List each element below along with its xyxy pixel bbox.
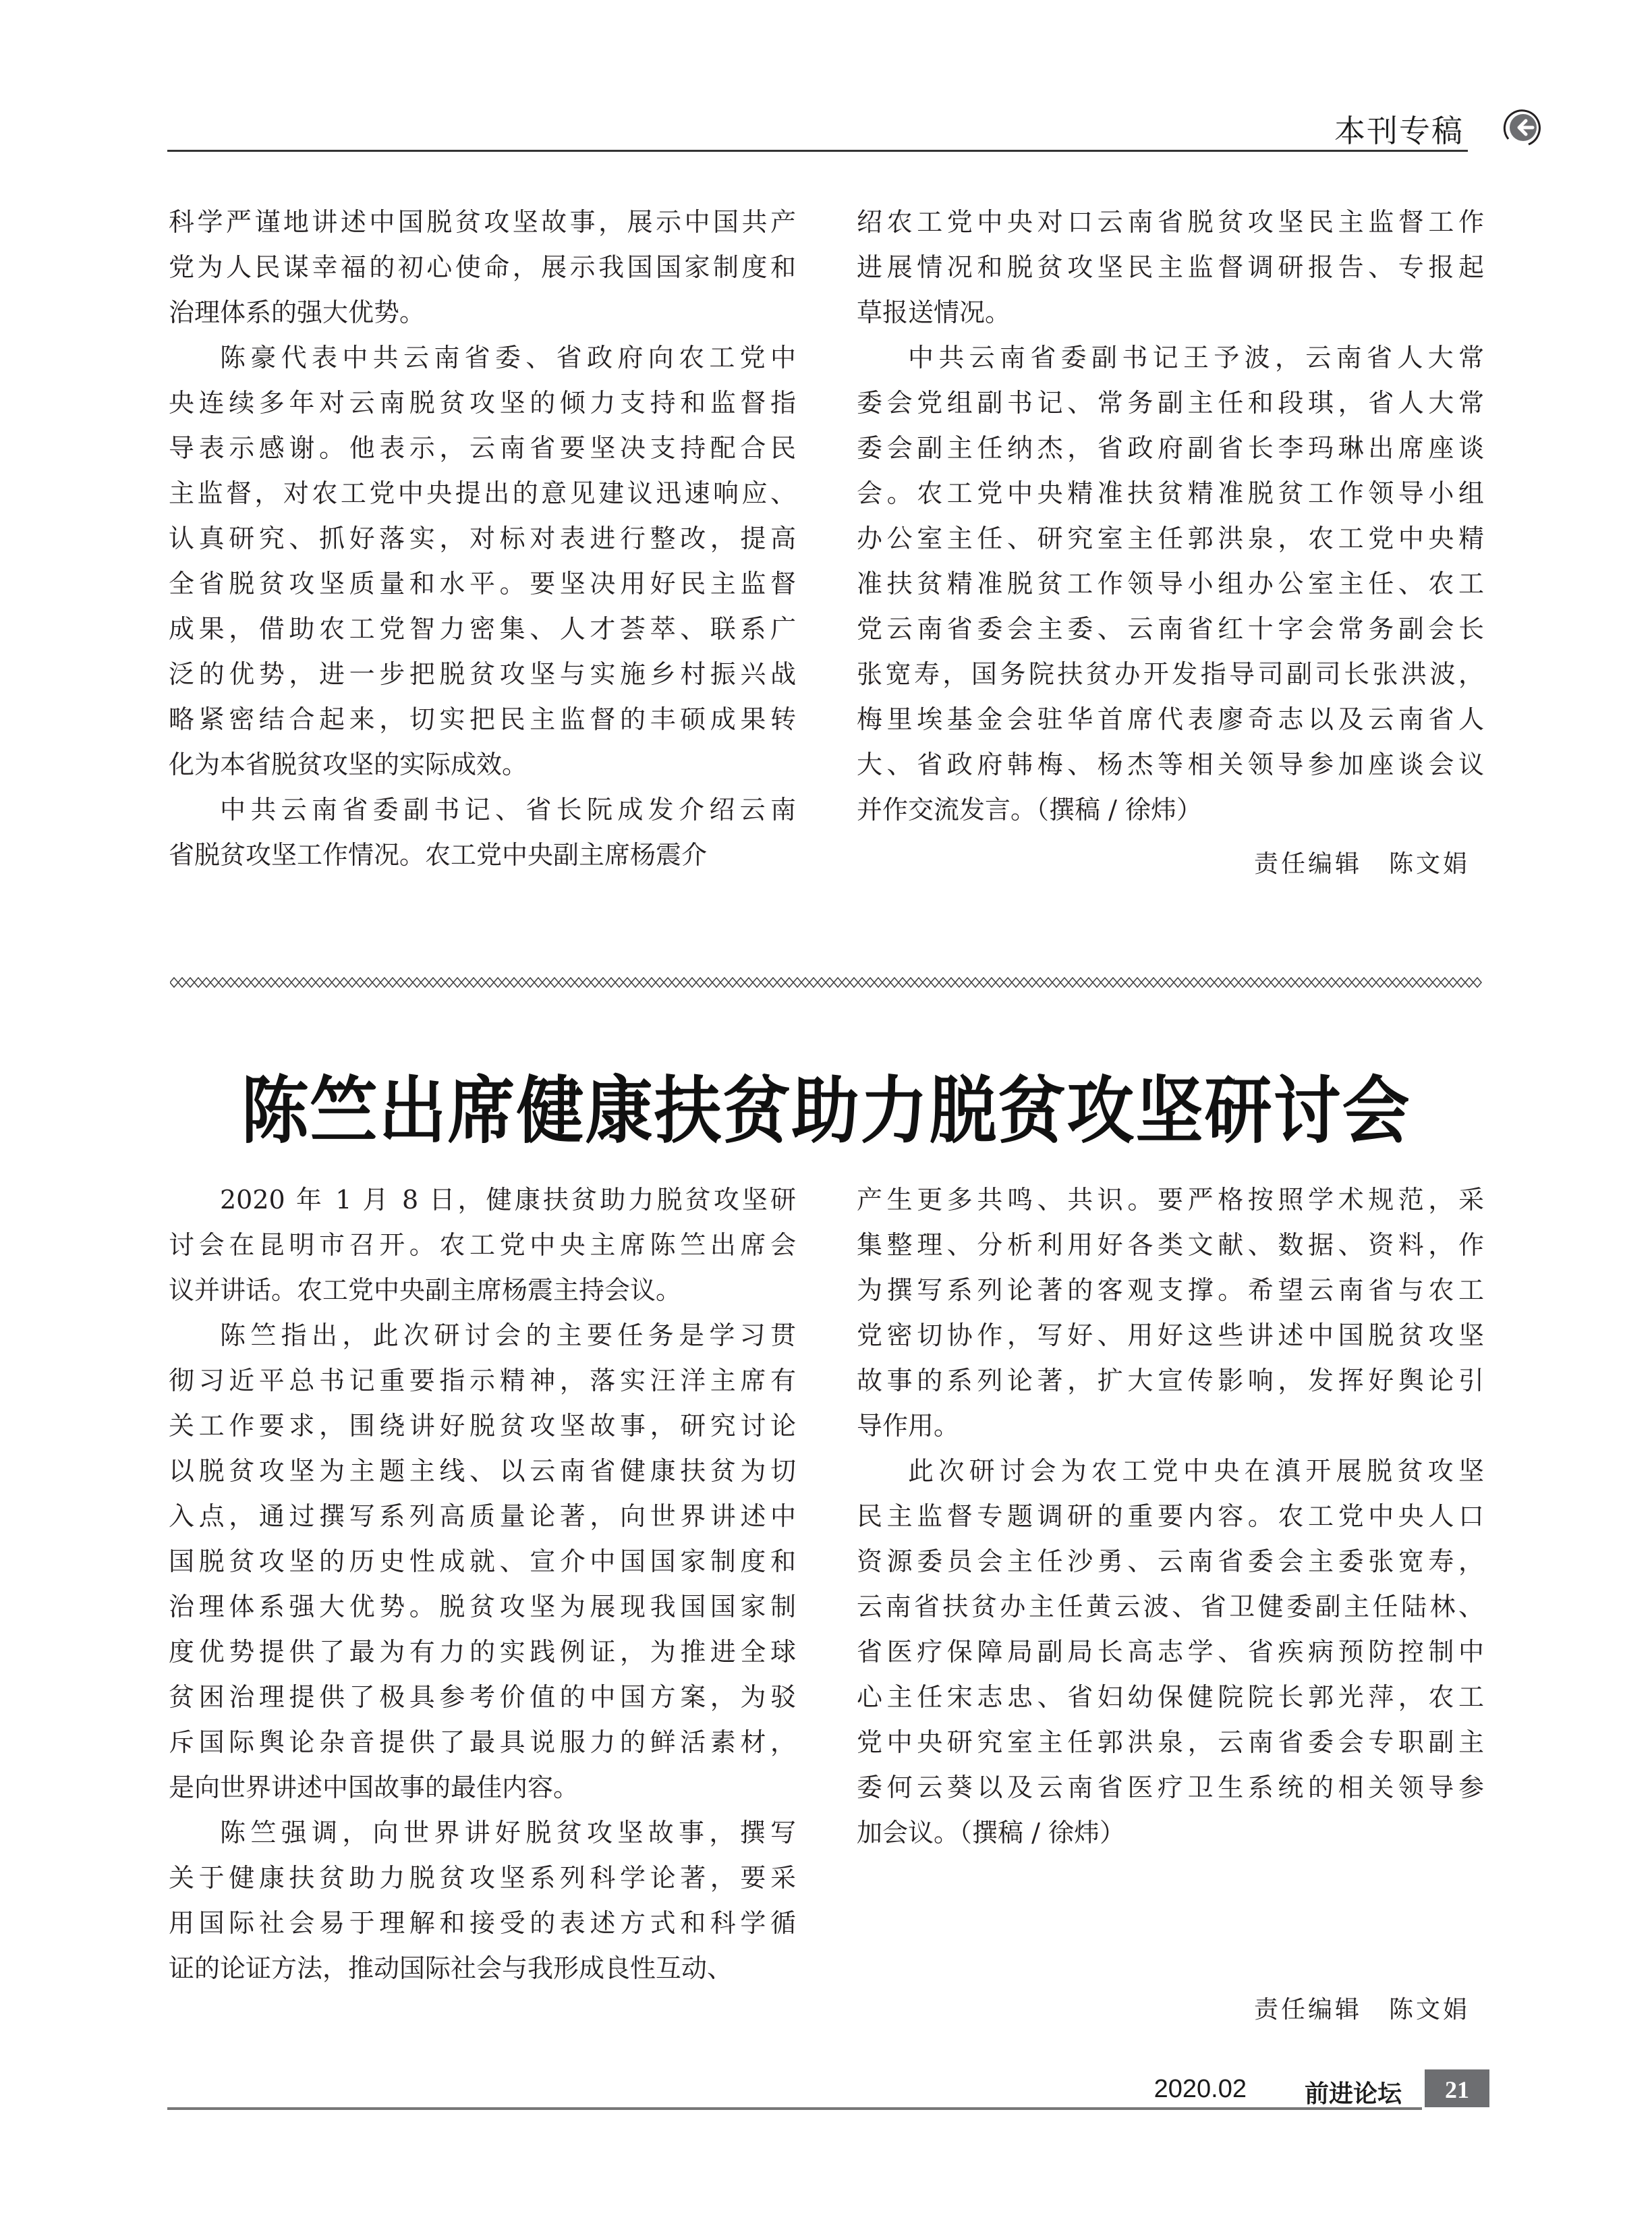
diamond-ornament (251, 978, 259, 987)
diamond-ornament (413, 978, 421, 987)
diamond-ornament (1473, 978, 1481, 987)
diamond-ornament (364, 978, 372, 987)
diamond-ornament (550, 978, 559, 987)
diamond-ornament (1384, 978, 1392, 987)
diamond-ornament (599, 978, 607, 987)
diamond-ornament (1408, 978, 1417, 987)
diamond-ornament (1028, 978, 1036, 987)
text-line: 委会副主任纳杰，省政府副省长李玛琳出席座谈 (857, 433, 1484, 463)
diamond-ornament (1101, 978, 1109, 987)
diamond-ornament (809, 978, 818, 987)
text-line: 资源委员会主任沙勇、云南省委会主委张宽寿， (857, 1547, 1484, 1576)
text-line: 省医疗保障局副局长高志学、省疾病预防控制中 (857, 1637, 1484, 1667)
diamond-ornament (753, 978, 761, 987)
article1-left-column (169, 200, 796, 878)
text-line: 关工作要求，围绕讲好脱贫攻坚故事，研究讨论 (169, 1411, 796, 1441)
paragraph (857, 200, 1484, 335)
text-line: 准扶贫精准脱贫工作领导小组办公室主任、农工 (857, 569, 1484, 599)
diamond-ornament (332, 978, 340, 987)
diamond-ornament (737, 978, 745, 987)
article1-right-column (857, 200, 1484, 833)
diamond-ornament (785, 978, 793, 987)
section-title: 本刊专稿 (1334, 113, 1464, 149)
diamond-ornament (283, 978, 291, 987)
diamond-ornament (340, 978, 348, 987)
text-line: 云南省扶贫办主任黄云波、省卫健委副主任陆林、 (857, 1592, 1484, 1621)
running-header (167, 101, 1543, 155)
diamond-ornament (988, 978, 996, 987)
diamond-ornament (1206, 978, 1214, 987)
diamond-ornament (1166, 978, 1174, 987)
diamond-ornament (672, 978, 680, 987)
paragraph (169, 1810, 796, 1991)
text-line: 全省脱贫攻坚质量和水平。要坚决用好民主监督 (169, 569, 796, 599)
diamond-ornament (931, 978, 939, 987)
diamond-ornament (1069, 978, 1077, 987)
paragraph (857, 335, 1484, 833)
diamond-ornament (194, 978, 202, 987)
diamond-ornament (291, 978, 300, 987)
text-line: 主监督，对农工党中央提出的意见建议迅速响应、 (169, 478, 796, 508)
diamond-ornament (389, 978, 397, 987)
paragraph (169, 335, 796, 787)
paragraph (857, 1449, 1484, 1856)
diamond-ornament (559, 978, 567, 987)
diamond-ornament (1392, 978, 1400, 987)
left-arrow-circle-icon (1503, 108, 1542, 147)
diamond-ornament (478, 978, 486, 987)
text-line: 认真研究、抓好落实，对标对表进行整改，提高 (169, 524, 796, 553)
diamond-ornament (1004, 978, 1012, 987)
diamond-ornament (567, 978, 575, 987)
diamond-ornament (1174, 978, 1182, 987)
diamond-ornament (469, 978, 478, 987)
text-line: 斥国际舆论杂音提供了最具说服力的鲜活素材， (169, 1727, 796, 1757)
diamond-ornament (437, 978, 445, 987)
diamond-ornament (971, 978, 979, 987)
diamond-ornament (526, 978, 534, 987)
diamond-ornament (202, 978, 210, 987)
diamond-ornament (1287, 978, 1295, 987)
running-footer (167, 2075, 1489, 2115)
diamond-ornament (890, 978, 899, 987)
diamond-ornament (963, 978, 971, 987)
text-line: 陈豪代表中共云南省委、省政府向农工党中 (220, 343, 796, 372)
diamond-ornament (356, 978, 364, 987)
text-line: 产生更多共鸣、共识。要严格按照学术规范，采 (857, 1185, 1484, 1215)
diamond-ornament (955, 978, 963, 987)
paragraph (169, 1313, 796, 1810)
text-line: 治理体系的强大优势。 (169, 298, 426, 327)
text-line: 党为人民谋幸福的初心使命，展示我国国家制度和 (169, 252, 796, 282)
diamond-ornament (1360, 978, 1368, 987)
diamond-ornament (761, 978, 769, 987)
diamond-ornament (1449, 978, 1457, 987)
diamond-ornament (445, 978, 453, 987)
diamond-ornament (1093, 978, 1101, 987)
text-line: 会。农工党中央精准扶贫精准脱贫工作领导小组 (857, 478, 1484, 508)
diamond-ornament (899, 978, 907, 987)
diamond-ornament (1344, 978, 1352, 987)
text-line: 泛的优势，进一步把脱贫攻坚与实施乡村振兴战 (169, 659, 796, 689)
diamond-ornament (575, 978, 583, 987)
diamond-ornament (494, 978, 502, 987)
text-line: 贫困治理提供了极具参考价值的中国方案，为驳 (169, 1682, 796, 1712)
diamond-ornament (518, 978, 526, 987)
diamond-ornament (866, 978, 874, 987)
text-line: 导作用。 (857, 1411, 960, 1441)
text-line: 略紧密结合起来，切实把民主监督的丰硕成果转 (169, 704, 796, 734)
text-line: 度优势提供了最为有力的实践例证，为推进全球 (169, 1637, 796, 1667)
diamond-ornament (939, 978, 947, 987)
diamond-ornament (372, 978, 380, 987)
text-line: 民主监督专题调研的重要内容。农工党中央人口 (857, 1501, 1484, 1531)
diamond-ornament (1085, 978, 1093, 987)
diamond-ornament (1052, 978, 1060, 987)
diamond-ornament (947, 978, 955, 987)
diamond-ornament (1230, 978, 1238, 987)
diamond-ornament (421, 978, 429, 987)
diamond-ornament (1263, 978, 1271, 987)
diamond-ornament (583, 978, 591, 987)
text-line: 党中央研究室主任郭洪泉，云南省委会专职副主 (857, 1727, 1484, 1757)
diamond-ornament (615, 978, 623, 987)
diamond-ornament (639, 978, 648, 987)
diamond-ornament (1328, 978, 1336, 987)
text-line: 为撰写系列论著的客观支撑。希望云南省与农工 (857, 1275, 1484, 1305)
text-line: 讨会在昆明市召开。农工党中央主席陈竺出席会 (169, 1230, 796, 1260)
diamond-ornament (1311, 978, 1319, 987)
text-line: 彻习近平总书记重要指示精神，落实汪洋主席有 (169, 1366, 796, 1395)
article-title: 陈竺出席健康扶贫助力脱贫攻坚研讨会 (241, 1068, 1411, 1154)
text-line: 科学严谨地讲述中国脱贫攻坚故事，展示中国共产 (169, 207, 796, 237)
diamond-ornament (1141, 978, 1149, 987)
paragraph (857, 1177, 1484, 1449)
paragraph (169, 787, 796, 878)
diamond-ornament (1133, 978, 1141, 987)
editor-credit: 责任编辑 陈文娟 (1253, 1996, 1470, 2024)
diamond-ornament (1441, 978, 1449, 987)
diamond-ornament (607, 978, 615, 987)
paragraph (169, 200, 796, 335)
diamond-ornament (1222, 978, 1230, 987)
diamond-ornament (316, 978, 324, 987)
editor-credit: 责任编辑 陈文娟 (1253, 850, 1470, 878)
diamond-ornament (486, 978, 494, 987)
diamond-ornament (219, 978, 227, 987)
diamond-ornament (1012, 978, 1020, 987)
text-line: 并作交流发言。（撰稿 / 徐炜） (857, 795, 1202, 825)
diamond-ornament (1255, 978, 1263, 987)
text-line: 用国际社会易于理解和接受的表述方式和科学循 (169, 1908, 796, 1938)
diamond-ornament (1077, 978, 1085, 987)
text-line: 委何云葵以及云南省医疗卫生系统的相关领导参 (857, 1773, 1484, 1802)
diamond-ornament (267, 978, 275, 987)
text-line: 化为本省脱贫攻坚的实际成效。 (169, 750, 528, 779)
diamond-ornament (461, 978, 469, 987)
diamond-ornament (510, 978, 518, 987)
diamond-ornament (1368, 978, 1376, 987)
text-line: 治理体系强大优势。脱贫攻坚为展现我国国家制 (169, 1592, 796, 1621)
diamond-ornament (1238, 978, 1247, 987)
diamond-ornament (380, 978, 389, 987)
text-line: 国脱贫攻坚的历史性成就、宣介中国国家制度和 (169, 1547, 796, 1576)
text-line: 证的论证方法，推动国际社会与我形成良性互动、 (169, 1953, 733, 1983)
issue-date: 2020.02 (1153, 2075, 1247, 2103)
article2-left-column (169, 1177, 796, 1991)
diamond-ornament (979, 978, 988, 987)
journal-name: 前进论坛 (1304, 2080, 1402, 2108)
footer-rule (167, 2107, 1422, 2110)
diamond-ornament (1425, 978, 1433, 987)
diamond-ornament (591, 978, 599, 987)
diamond-ornament (923, 978, 931, 987)
page-number: 21 (1425, 2069, 1489, 2107)
diamond-ornament (696, 978, 704, 987)
diamond-ornament (996, 978, 1004, 987)
diamond-ornament (769, 978, 777, 987)
diamond-ornament (1295, 978, 1303, 987)
diamond-ornament (1036, 978, 1044, 987)
diamond-ornament (801, 978, 809, 987)
diamond-ornament (170, 978, 178, 987)
diamond-ornament (1457, 978, 1465, 987)
diamond-ornament (1020, 978, 1028, 987)
diamond-ornament (1044, 978, 1052, 987)
diamond-ornament (834, 978, 842, 987)
text-line: 集整理、分析利用好各类文献、数据、资料，作 (857, 1230, 1484, 1260)
article2-right-column (857, 1177, 1484, 1856)
diamond-ornament (405, 978, 413, 987)
diamond-ornament (1117, 978, 1125, 987)
text-line: 中共云南省委副书记王予波，云南省人大常 (908, 343, 1484, 372)
text-line: 张宽寿，国务院扶贫办开发指导司副司长张洪波， (857, 659, 1484, 689)
diamond-ornament (720, 978, 729, 987)
diamond-ornament (745, 978, 753, 987)
diamond-ornament (712, 978, 720, 987)
diamond-ornament (348, 978, 356, 987)
diamond-ornament (178, 978, 186, 987)
text-line: 党密切协作，写好、用好这些讲述中国脱贫攻坚 (857, 1320, 1484, 1350)
text-line: 中共云南省委副书记、省长阮成发介绍云南 (220, 795, 796, 825)
diamond-ornament (882, 978, 890, 987)
diamond-ornament (688, 978, 696, 987)
text-line: 大、省政府韩梅、杨杰等相关领导参加座谈会议 (857, 750, 1484, 779)
diamond-ornament (704, 978, 712, 987)
diamond-ornament (210, 978, 219, 987)
text-line: 故事的系列论著，扩大宣传影响，发挥好舆论引 (857, 1366, 1484, 1395)
diamond-ornament (818, 978, 826, 987)
diamond-ornament (308, 978, 316, 987)
diamond-ornament (453, 978, 461, 987)
text-line: 草报送情况。 (857, 298, 1011, 327)
diamond-ornament (874, 978, 882, 987)
text-line: 心主任宋志忠、省妇幼保健院院长郭光萍，农工 (857, 1682, 1484, 1712)
diamond-ornament (1149, 978, 1158, 987)
diamond-ornament (680, 978, 688, 987)
text-line: 陈竺指出，此次研讨会的主要任务是学习贯 (220, 1320, 796, 1350)
diamond-ornament (826, 978, 834, 987)
diamond-ornament (1336, 978, 1344, 987)
text-line: 入点，通过撰写系列高质量论著，向世界讲述中 (169, 1501, 796, 1531)
text-line: 绍农工党中央对口云南省脱贫攻坚民主监督工作 (857, 207, 1484, 237)
diamond-ornament (397, 978, 405, 987)
text-line: 关于健康扶贫助力脱贫攻坚系列科学论著，要采 (169, 1863, 796, 1893)
text-line: 央连续多年对云南脱贫攻坚的倾力支持和监督指 (169, 388, 796, 418)
diamond-ornament (1190, 978, 1198, 987)
text-line: 陈竺强调，向世界讲好脱贫攻坚故事，撰写 (220, 1818, 796, 1847)
text-line: 进展情况和脱贫攻坚民主监督调研报告、专报起 (857, 252, 1484, 282)
diamond-ornament (1109, 978, 1117, 987)
text-line: 党云南省委会主委、云南省红十字会常务副会长 (857, 614, 1484, 644)
diamond-ornament (227, 978, 235, 987)
diamond-ornament (907, 978, 915, 987)
diamond-ornament (631, 978, 639, 987)
diamond-ornament (1279, 978, 1287, 987)
text-line: 加会议。（撰稿 / 徐炜） (857, 1818, 1125, 1847)
diamond-ornament (623, 978, 631, 987)
text-line: 省脱贫攻坚工作情况。农工党中央副主席杨震介 (169, 840, 708, 870)
diamond-ornament (793, 978, 801, 987)
text-line: 成果，借助农工党智力密集、人才荟萃、联系广 (169, 614, 796, 644)
text-line: 以脱贫攻坚为主题主线、以云南省健康扶贫为切 (169, 1456, 796, 1486)
diamond-ornament (300, 978, 308, 987)
diamond-ornament (1400, 978, 1408, 987)
diamond-ornament (275, 978, 283, 987)
diamond-ornament (656, 978, 664, 987)
diamond-ornament (1417, 978, 1425, 987)
diamond-ornament (842, 978, 850, 987)
diamond-ornament (1271, 978, 1279, 987)
diamond-ornament (502, 978, 510, 987)
text-line: 导表示感谢。他表示，云南省要坚决支持配合民 (169, 433, 796, 463)
diamond-ornament (542, 978, 550, 987)
text-line: 此次研讨会为农工党中央在滇开展脱贫攻坚 (908, 1456, 1484, 1486)
diamond-ornament (429, 978, 437, 987)
text-line: 梅里埃基金会驻华首席代表廖奇志以及云南省人 (857, 704, 1484, 734)
diamond-ornament (664, 978, 672, 987)
diamond-ornament (1198, 978, 1206, 987)
diamond-ornament (1158, 978, 1166, 987)
diamond-ornament (1319, 978, 1328, 987)
diamond-ornament (1376, 978, 1384, 987)
diamond-ornament (1433, 978, 1441, 987)
diamond-ornament (259, 978, 267, 987)
diamond-ornament (850, 978, 858, 987)
diamond-ornament (235, 978, 243, 987)
diamond-ornament (1303, 978, 1311, 987)
diamond-ornament (324, 978, 332, 987)
diamond-ornament (1125, 978, 1133, 987)
diamond-chain-divider (170, 977, 1484, 988)
diamond-ornament (729, 978, 737, 987)
diamond-ornament (186, 978, 194, 987)
diamond-ornament (1214, 978, 1222, 987)
text-line: 委会党组副书记、常务副主任和段琪，省人大常 (857, 388, 1484, 418)
diamond-ornament (915, 978, 923, 987)
diamond-ornament (1352, 978, 1360, 987)
text-line: 是向世界讲述中国故事的最佳内容。 (169, 1773, 579, 1802)
diamond-ornament (534, 978, 542, 987)
text-line: 2020 年 1 月 8 日，健康扶贫助力脱贫攻坚研 (220, 1185, 796, 1215)
diamond-ornament (1465, 978, 1473, 987)
text-line: 议并讲话。农工党中央副主席杨震主持会议。 (169, 1275, 682, 1305)
diamond-ornament (777, 978, 785, 987)
diamond-ornament (1060, 978, 1069, 987)
diamond-ornament (1247, 978, 1255, 987)
diamond-ornament (1182, 978, 1190, 987)
diamond-ornament (243, 978, 251, 987)
diamond-ornament (858, 978, 866, 987)
paragraph (169, 1177, 796, 1313)
header-rule (167, 150, 1468, 152)
text-line: 办公室主任、研究室主任郭洪泉，农工党中央精 (857, 524, 1484, 553)
diamond-ornament (648, 978, 656, 987)
